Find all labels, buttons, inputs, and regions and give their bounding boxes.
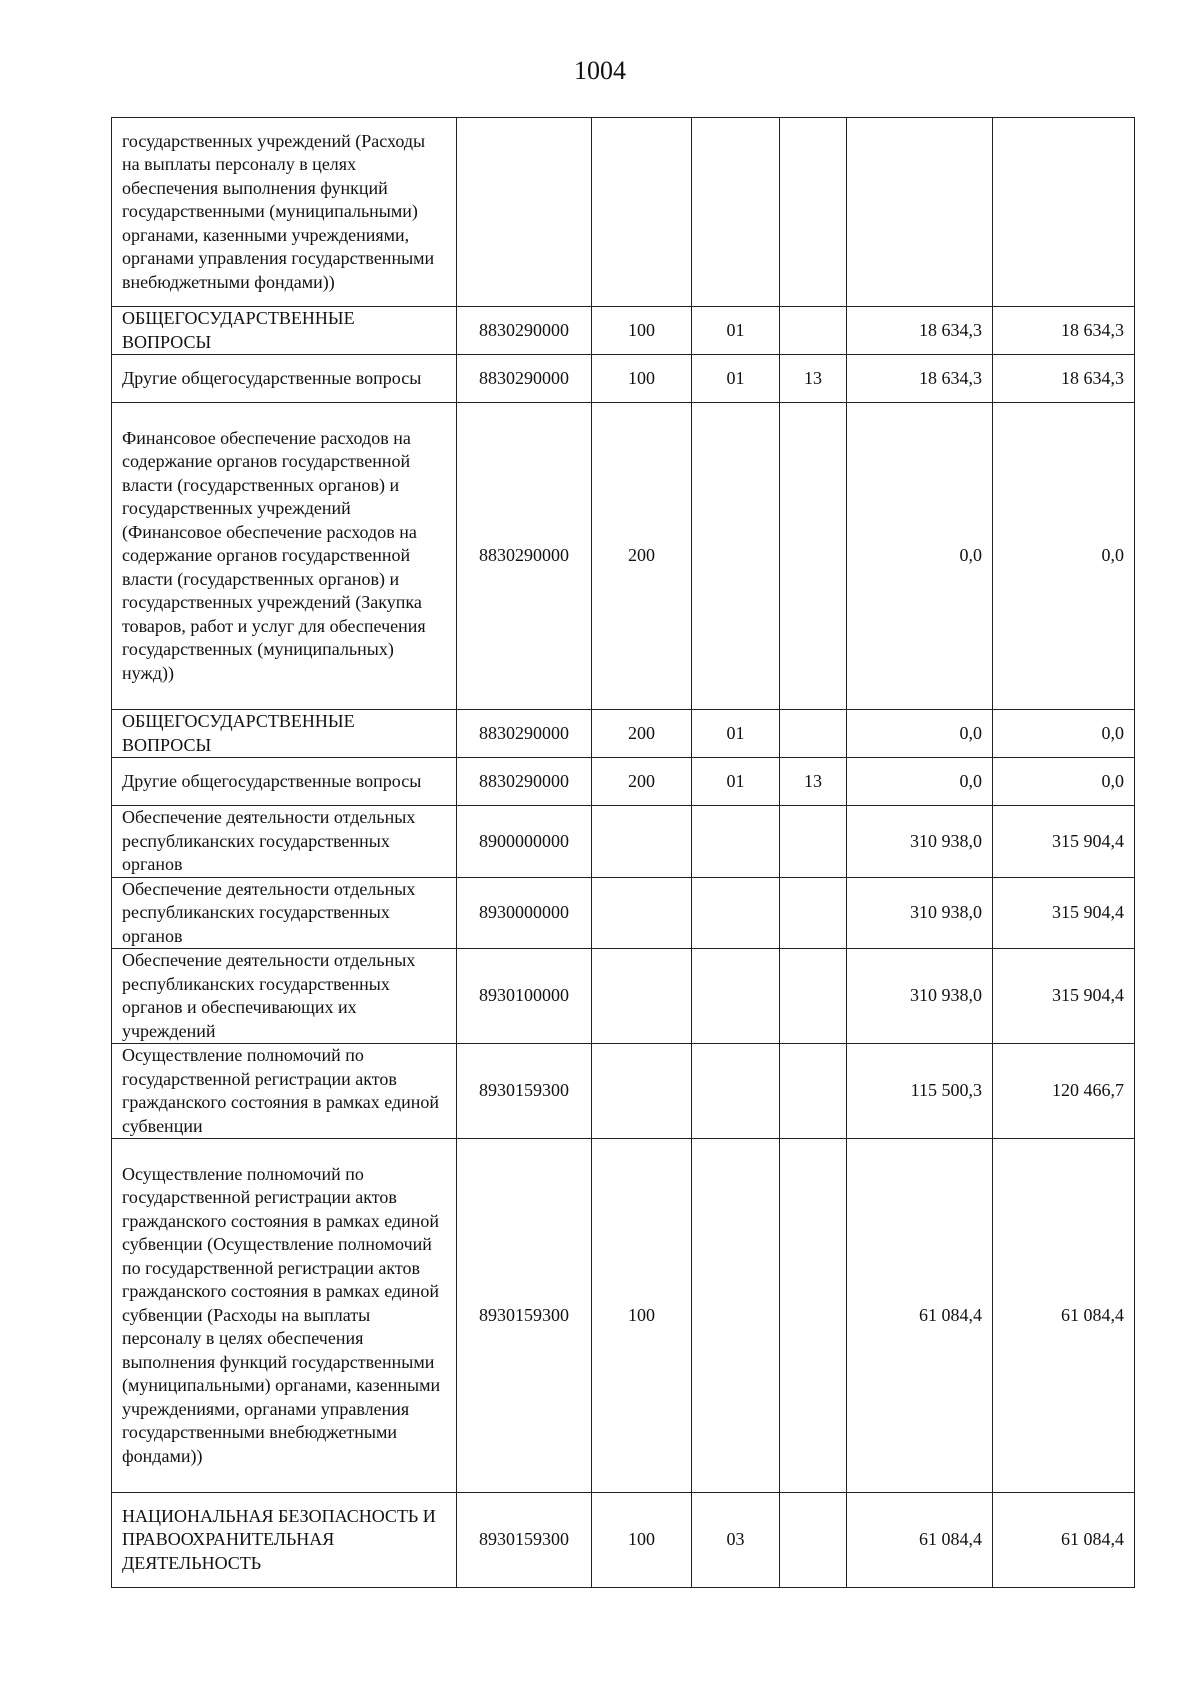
row-amount-year1: 115 500,3 <box>847 1044 993 1139</box>
row-section: 01 <box>692 307 780 355</box>
row-target-code: 8930000000 <box>457 877 592 949</box>
row-amount-year2: 18 634,3 <box>993 355 1135 403</box>
budget-table-body <box>112 118 1135 1588</box>
row-subsection: 13 <box>780 758 847 806</box>
row-name: Другие общегосударственные вопросы <box>112 758 457 806</box>
row-target-code: 8830290000 <box>457 758 592 806</box>
row-subsection <box>780 403 847 710</box>
row-amount-year1: 0,0 <box>847 710 993 758</box>
row-amount-year1: 61 084,4 <box>847 1493 993 1588</box>
row-subsection <box>780 710 847 758</box>
row-target-code: 8930159300 <box>457 1493 592 1588</box>
row-target-code: 8830290000 <box>457 307 592 355</box>
row-name: НАЦИОНАЛЬНАЯ БЕЗОПАСНОСТЬ И ПРАВООХРАНИТЕЛЬНАЯ ДЕЯТЕЛЬНОСТЬ <box>112 1493 457 1588</box>
row-target-code: 8830290000 <box>457 710 592 758</box>
row-subsection: 13 <box>780 355 847 403</box>
row-amount-year2: 315 904,4 <box>993 806 1135 878</box>
row-amount-year2: 61 084,4 <box>993 1493 1135 1588</box>
table-row <box>112 1044 1135 1139</box>
row-name: государственных учреждений (Расходы на выплаты персоналу в целях обеспечения выполнения функций государственными (муниципальными) органами, казенными учреждениями, органами управления государственными внебюджетными фондами)) <box>112 118 457 307</box>
row-expense-type: 200 <box>592 758 692 806</box>
table-row <box>112 710 1135 758</box>
row-name: Другие общегосударственные вопросы <box>112 355 457 403</box>
row-subsection <box>780 307 847 355</box>
row-amount-year1: 0,0 <box>847 758 993 806</box>
row-subsection <box>780 1139 847 1493</box>
row-expense-type <box>592 949 692 1044</box>
row-section <box>692 949 780 1044</box>
table-row <box>112 307 1135 355</box>
row-section <box>692 1139 780 1493</box>
row-expense-type <box>592 1044 692 1139</box>
row-amount-year2: 315 904,4 <box>993 877 1135 949</box>
row-expense-type <box>592 118 692 307</box>
row-name: Осуществление полномочий по государственной регистрации актов гражданского состояния в рамках единой субвенции <box>112 1044 457 1139</box>
row-target-code: 8830290000 <box>457 403 592 710</box>
row-target-code <box>457 118 592 307</box>
row-section <box>692 118 780 307</box>
row-section: 03 <box>692 1493 780 1588</box>
table-row <box>112 877 1135 949</box>
row-section <box>692 403 780 710</box>
row-amount-year1: 0,0 <box>847 403 993 710</box>
row-name: Обеспечение деятельности отдельных республиканских государственных органов <box>112 806 457 878</box>
table-row <box>112 355 1135 403</box>
row-section <box>692 806 780 878</box>
table-row <box>112 949 1135 1044</box>
table-row <box>112 806 1135 878</box>
row-name: Осуществление полномочий по государственной регистрации актов гражданского состояния в рамках единой субвенции (Осуществление полномочий по государственной регистрации актов гражданского состояния в рамках единой субвенции (Расходы на выплаты персоналу в целях обеспечения выполнения функций государственными (муниципальными) органами, казенными учреждениями, органами управления государственными внебюджетными фондами)) <box>112 1139 457 1493</box>
table-row <box>112 1493 1135 1588</box>
row-name: Финансовое обеспечение расходов на содержание органов государственной власти (государственных органов) и государственных учреждений (Финансовое обеспечение расходов на содержание органов государственной власти (государственных органов) и государственных учреждений (Закупка товаров, работ и услуг для обеспечения государственных (муниципальных) нужд)) <box>112 403 457 710</box>
row-expense-type: 100 <box>592 1493 692 1588</box>
row-amount-year2: 315 904,4 <box>993 949 1135 1044</box>
row-name: ОБЩЕГОСУДАРСТВЕННЫЕ ВОПРОСЫ <box>112 307 457 355</box>
row-expense-type <box>592 806 692 878</box>
row-amount-year2: 120 466,7 <box>993 1044 1135 1139</box>
row-section <box>692 877 780 949</box>
row-amount-year2: 0,0 <box>993 710 1135 758</box>
row-amount-year1 <box>847 118 993 307</box>
row-subsection <box>780 1493 847 1588</box>
row-expense-type <box>592 877 692 949</box>
row-expense-type: 200 <box>592 710 692 758</box>
table-row <box>112 1139 1135 1493</box>
row-amount-year1: 61 084,4 <box>847 1139 993 1493</box>
row-subsection <box>780 877 847 949</box>
row-subsection <box>780 1044 847 1139</box>
row-expense-type: 100 <box>592 355 692 403</box>
row-target-code: 8830290000 <box>457 355 592 403</box>
row-section: 01 <box>692 355 780 403</box>
table-row <box>112 403 1135 710</box>
row-section: 01 <box>692 758 780 806</box>
row-amount-year2: 61 084,4 <box>993 1139 1135 1493</box>
row-subsection <box>780 949 847 1044</box>
row-target-code: 8930159300 <box>457 1139 592 1493</box>
row-subsection <box>780 118 847 307</box>
row-name: Обеспечение деятельности отдельных республиканских государственных органов и обеспечивающих их учреждений <box>112 949 457 1044</box>
row-name: ОБЩЕГОСУДАРСТВЕННЫЕ ВОПРОСЫ <box>112 710 457 758</box>
row-expense-type: 200 <box>592 403 692 710</box>
row-subsection <box>780 806 847 878</box>
row-section: 01 <box>692 710 780 758</box>
page-number: 1004 <box>574 56 626 85</box>
row-amount-year2 <box>993 118 1135 307</box>
row-amount-year2: 18 634,3 <box>993 307 1135 355</box>
row-amount-year1: 310 938,0 <box>847 806 993 878</box>
row-target-code: 8900000000 <box>457 806 592 878</box>
row-target-code: 8930100000 <box>457 949 592 1044</box>
row-amount-year1: 18 634,3 <box>847 355 993 403</box>
row-amount-year1: 18 634,3 <box>847 307 993 355</box>
row-amount-year1: 310 938,0 <box>847 949 993 1044</box>
row-amount-year1: 310 938,0 <box>847 877 993 949</box>
row-name: Обеспечение деятельности отдельных республиканских государственных органов <box>112 877 457 949</box>
row-target-code: 8930159300 <box>457 1044 592 1139</box>
table-row <box>112 118 1135 307</box>
row-amount-year2: 0,0 <box>993 403 1135 710</box>
row-expense-type: 100 <box>592 307 692 355</box>
table-row <box>112 758 1135 806</box>
row-expense-type: 100 <box>592 1139 692 1493</box>
budget-table <box>111 117 1135 1588</box>
row-section <box>692 1044 780 1139</box>
row-amount-year2: 0,0 <box>993 758 1135 806</box>
